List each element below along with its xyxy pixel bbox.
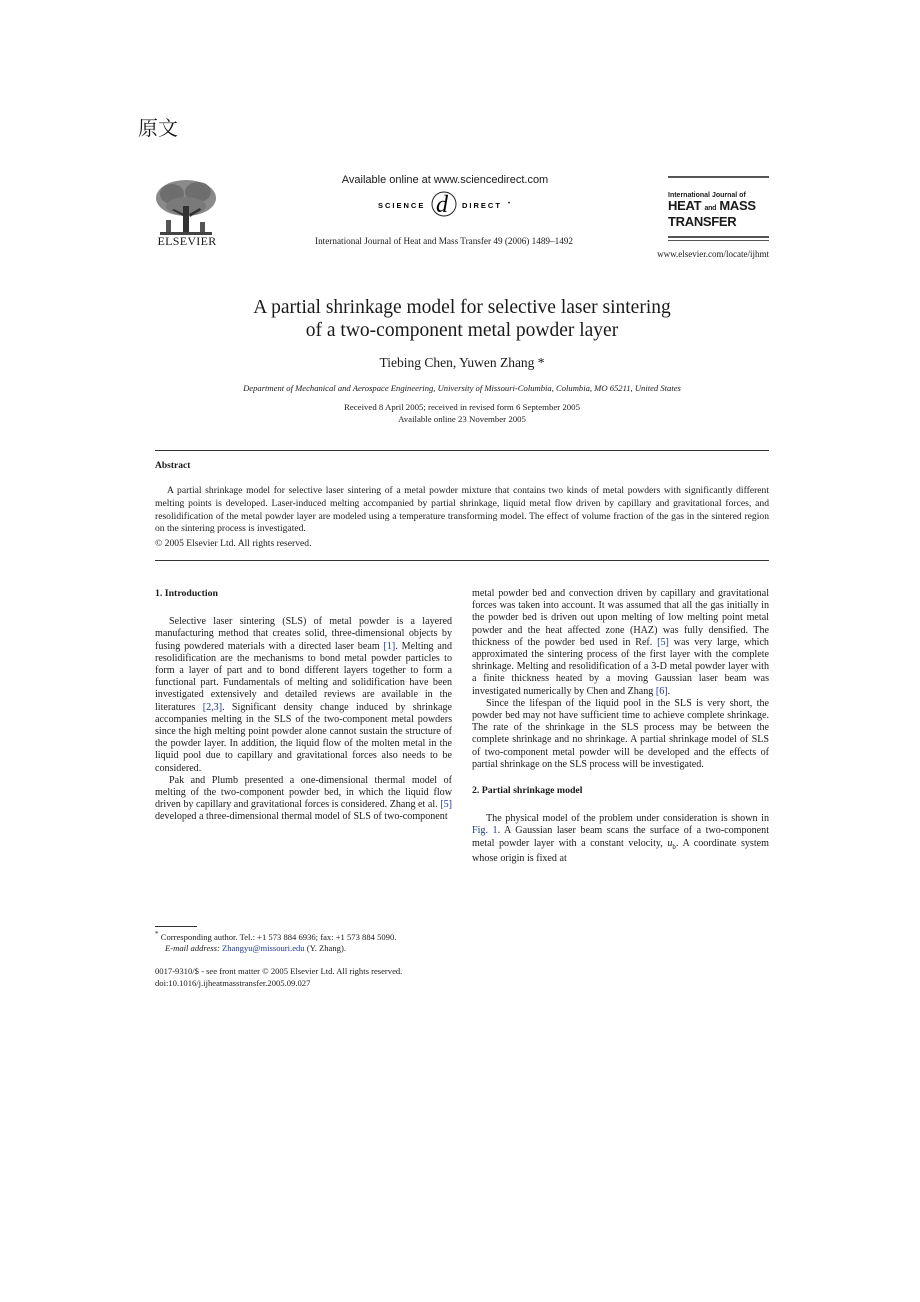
section-model-heading: 2. Partial shrinkage model — [472, 785, 583, 797]
sciencedirect-logo — [360, 190, 550, 218]
footnote: * Corresponding author. Tel.: +1 573 884 6936; fax: +1 573 884 5090. E-mail address: Zhangyu@missouri.edu (Y. Zhang). — [155, 930, 397, 953]
masthead-line2: TRANSFER — [668, 214, 737, 229]
sd-bullet: • — [508, 201, 511, 207]
ref-1[interactable]: [1] — [383, 640, 396, 652]
abstract-text: A partial shrinkage model for selective laser sintering of a metal powder mixture that contains two kinds of metal powders with significantly different melting points is developed. Laser-induced melting accompanied by partial shrinkage, liquid metal flow driven by capillary and gravitational forces, and resolidification of the metal powder layer are modeled using a temperature transforming model. The effect of volume fraction of the gas in the sintered region on the sintering process is investigated. — [155, 485, 769, 535]
sd-left: SCIENCE — [378, 201, 426, 210]
masthead-small: International Journal of — [668, 192, 746, 199]
footnote-rule — [155, 926, 197, 927]
available-online: Available online at www.sciencedirect.com — [341, 174, 549, 186]
intro-paragraph-2: Pak and Plumb presented a one-dimensional thermal model of melting of the two-component powder bed, in which the liquid flow driven by capillary and gravitational forces is considered. Zhang et al. [5] developed a three-dimensional thermal model of SLS of two-component — [155, 774, 452, 823]
ref-5b[interactable]: [5] — [657, 636, 669, 648]
ref-2-3[interactable]: [2,3] — [202, 701, 223, 713]
author-email[interactable]: Zhangyu@missouri.edu — [221, 942, 305, 953]
model-paragraph-1: The physical model of the problem under consideration is shown in Fig. 1. A Gaussian laser beam scans the surface of a two-component metal powder layer with a constant velocity, $u_b$. A coordinate system whose origin is fixed at — [472, 813, 769, 864]
divider-bottom — [155, 560, 769, 561]
divider-top — [155, 450, 769, 451]
abstract-heading: Abstract — [155, 461, 191, 471]
issn-doi: 0017-9310/$ - see front matter © 2005 Elsevier Ltd. All rights reserved. doi:10.1016/j.ijheatmasstransfer.2005.09.027 — [155, 966, 403, 988]
section-introduction-heading: 1. Introduction — [155, 588, 218, 599]
right-column — [472, 588, 769, 865]
masthead-line1: HEAT and MASS — [668, 198, 756, 213]
abstract-copyright: © 2005 Elsevier Ltd. All rights reserved. — [155, 538, 312, 549]
ref-5[interactable]: [5] — [440, 799, 452, 811]
authors: Tiebing Chen, Yuwen Zhang * — [379, 355, 545, 370]
intro-paragraph-3: Since the lifespan of the liquid pool in the SLS is very short, the powder bed may not have sufficient time to achieve complete shrinkage. The rate of the shrinkage in the SLS process may be between the complete shrinkage and no shrinkage. A partial shrinkage model of SLS of two-component metal powder will be developed and the effects of partial shrinkage on the SLS process will be investigated. — [472, 697, 769, 770]
fig-1-link[interactable]: Fig. 1 — [472, 825, 498, 837]
sd-right: DIRECT — [462, 201, 502, 210]
journal-url[interactable]: www.elsevier.com/locate/ijhmt — [657, 249, 769, 259]
affiliation: Department of Mechanical and Aerospace Engineering, University of Missouri-Columbia, Columbia, MO 65211, United States — [243, 383, 681, 393]
left-column — [155, 588, 452, 824]
intro-paragraph-1: Selective laser sintering (SLS) of metal powder is a layered manufacturing method that creates solid, three-dimensional objects by fusing powdered materials with a directed laser beam [1]. Melting and resolidification are the mechanisms to bond metal powder particles to form a layer of part and to bond different layers together to form a functional part. Fundamentals of melting and solidification have been investigated extensively and detailed reviews are available in the literatures [2,3]. Significant density change induced by shrinkage accompanies melting in the SLS of the two-component metal powders since the high melting point powder alone cannot sustain the structure of the powder layer. In addition, the liquid flow of the molten metal in the liquid pool due to capillary and gravitational forces also needs to be considered. — [155, 616, 453, 774]
journal-citation: International Journal of Heat and Mass Transfer 49 (2006) 1489–1492 — [315, 236, 573, 246]
intro-paragraph-2-cont: metal powder bed and convection driven by capillary and gravitational forces was taken into account. It was assumed that all the gas initially in the powder bed is driven out upon melting of low melting point metal powder and the heat affected zone (HAZ) was fully densified. The thickness of the powder bed used in Ref. [5] was very large, which approximated the sintering process of the first layer with the complete shrinkage. Melting and resolidification of a 3-D metal powder layer with a finite thickness heated by a moving Gaussian laser beam was investigated numerically by Chen and Zhang [6]. — [472, 588, 769, 697]
article-title: A partial shrinkage model for selective laser sintering of a two-component metal powder layer — [253, 297, 671, 341]
top-label: 原文 — [138, 116, 178, 140]
sd-mark: d — [436, 192, 448, 218]
ref-6[interactable]: [6] — [655, 685, 668, 697]
journal-masthead — [668, 176, 769, 241]
received-dates: Received 8 April 2005; received in revised form 6 September 2005 Available online 23 November 2005 — [344, 402, 580, 424]
publisher-name: ELSEVIER — [157, 234, 217, 248]
